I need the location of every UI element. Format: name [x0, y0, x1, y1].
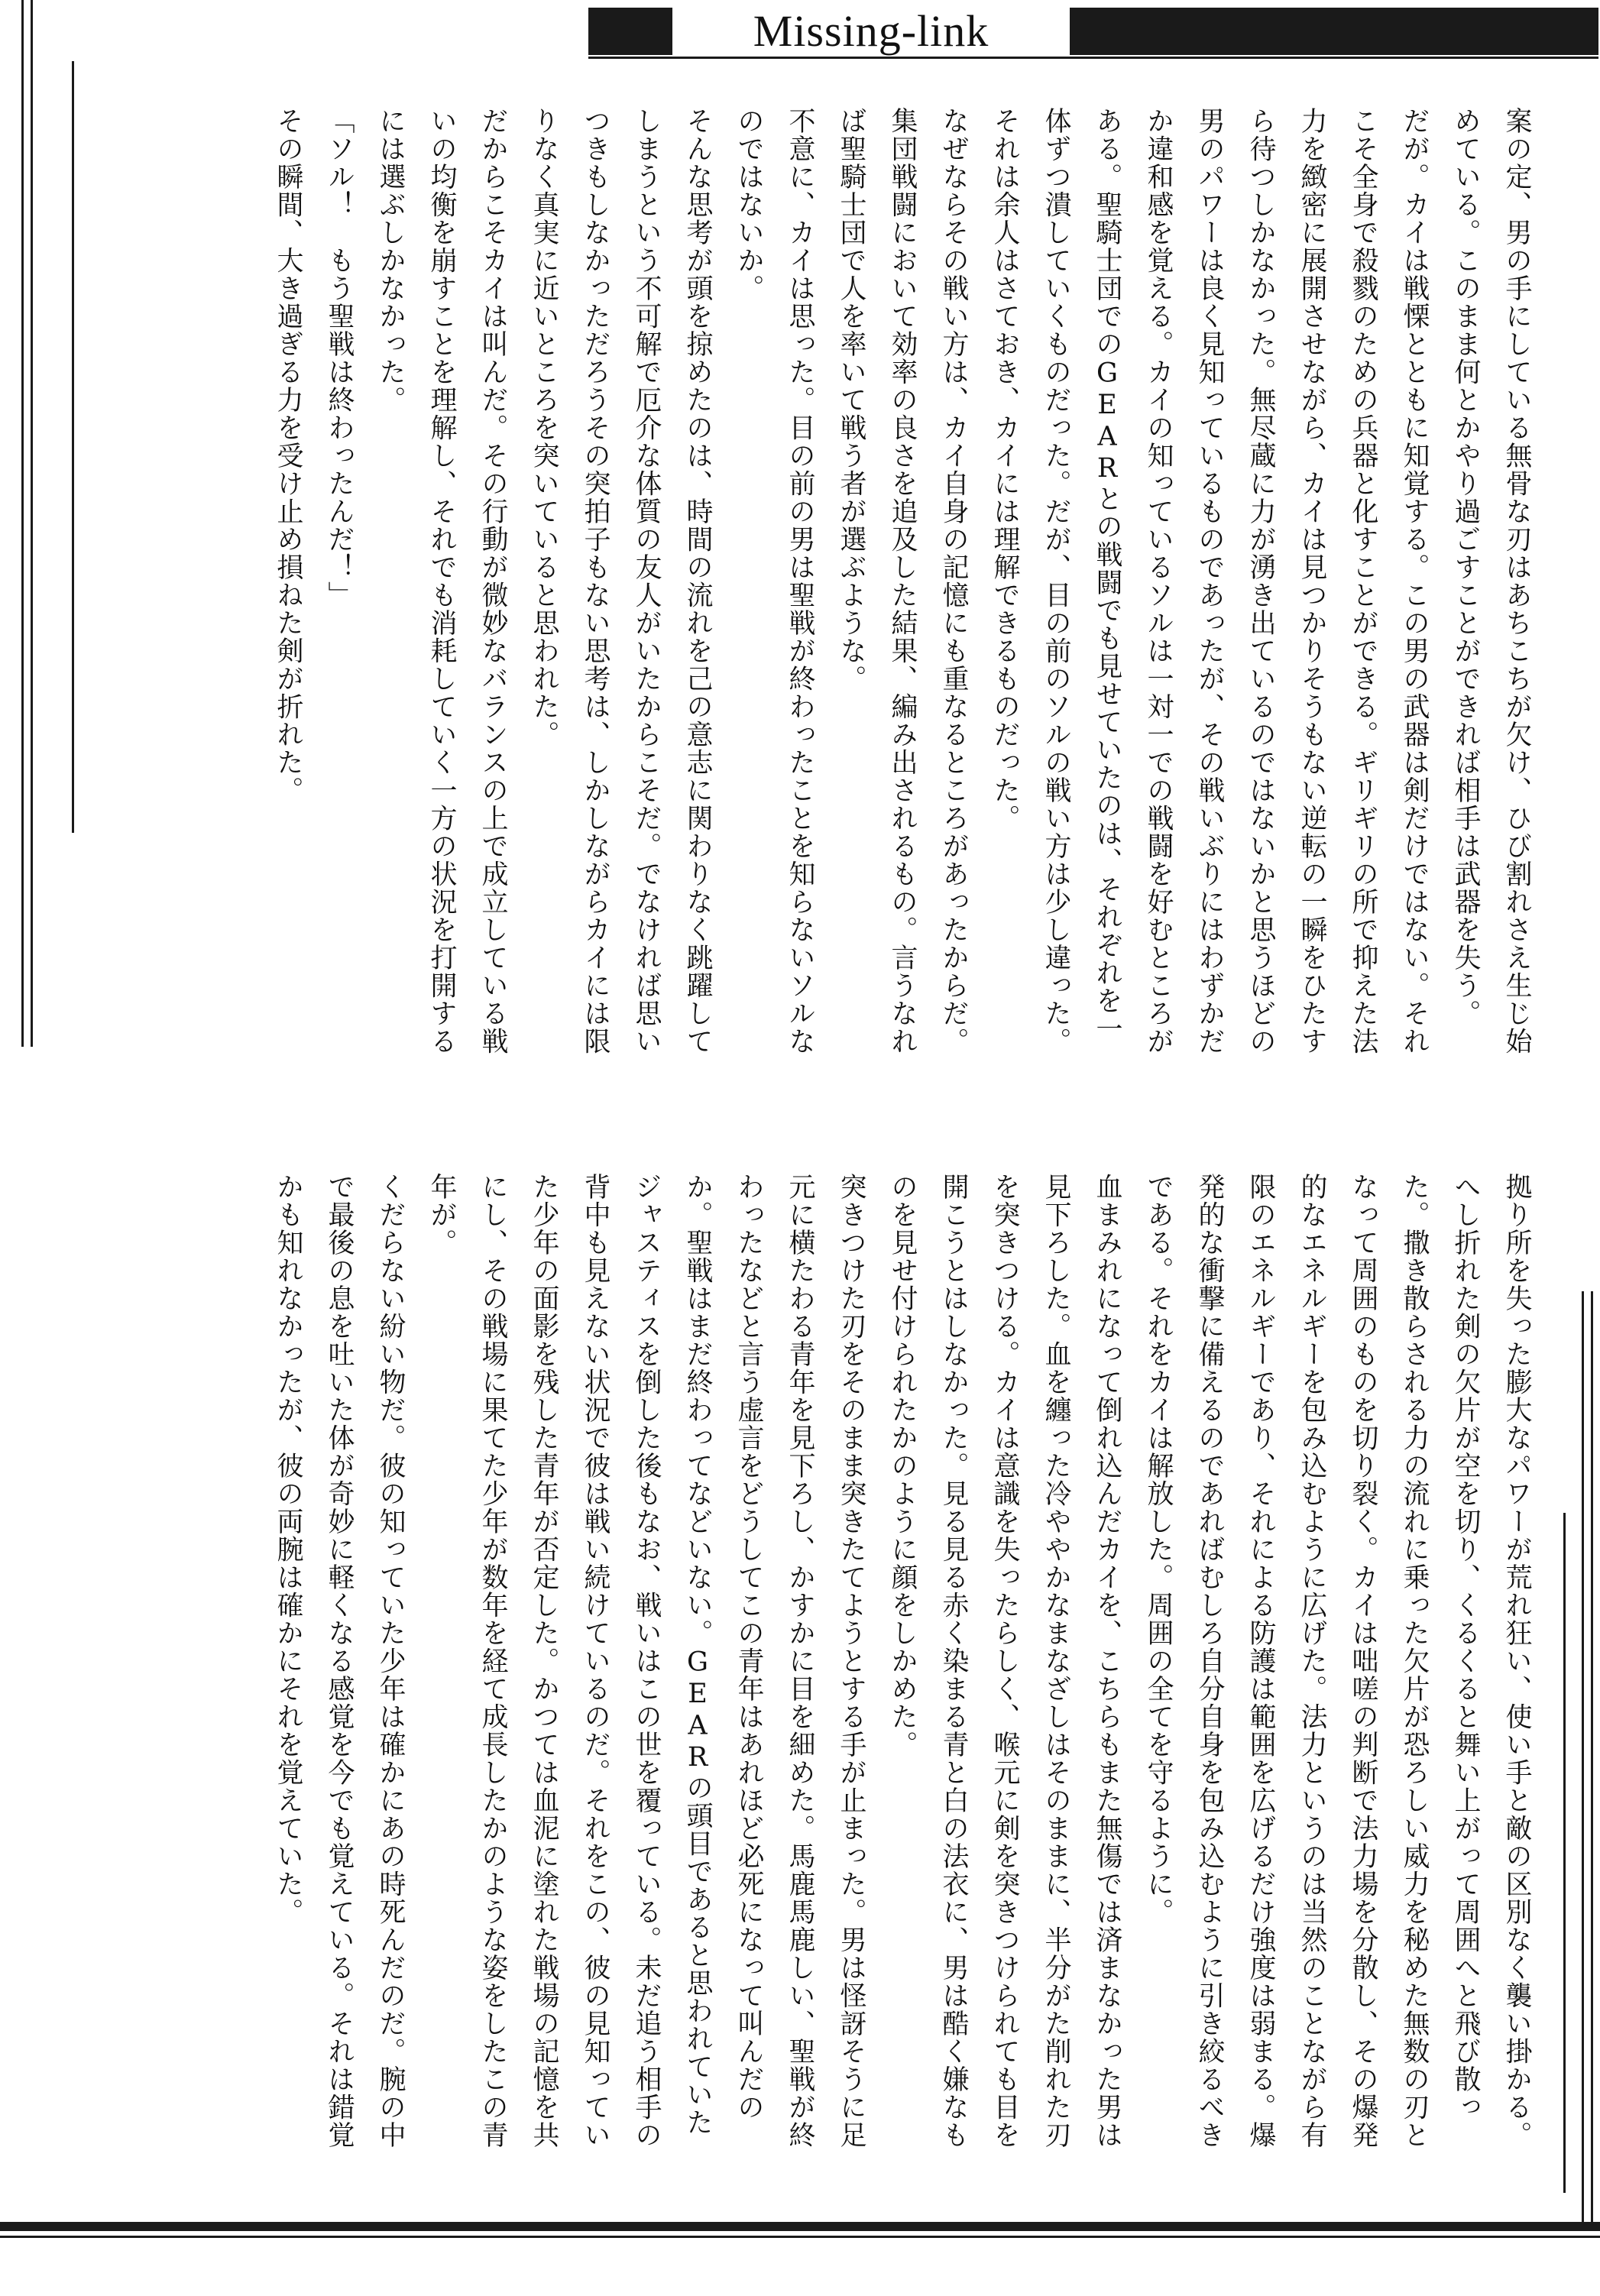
paragraph: 不意に、カイは思った。目の前の男は聖戦が終わったことを知らないソルなのではないか。 — [734, 107, 815, 1055]
right-frame-line-inner — [1591, 1291, 1593, 2223]
page-title: Missing-link — [672, 6, 1070, 57]
text-block-bottom — [113, 1173, 1542, 2158]
header-rule — [588, 57, 1598, 59]
paragraph: だが。カイは戦慄とともに知覚する。この男の武器は剣だけではない。それこそ全身で殺戮のための兵器と化すことができる。ギリギリの所で抑えた法力を緻密に展開させながら、カイは見つかりそうもない逆転の一瞬をひたすら待つしかなかった。無尽蔵に力が湧き出ているのではないかと思うほどの男のパワーは良く見知っているものであったが、その戦いぶりにはわずかだか違和感を覚える。カイの知っているソルは一対一での戦闘を好むところがある。聖騎士団でのGEARとの戦闘でも見せていたのは、それぞれを一体ずつ潰していくものだった。だが、目の前のソルの戦い方は少し違った。それは余人はさておき、カイには理解できるものだった。 — [989, 107, 1430, 1055]
right-frame-line-short — [1563, 1513, 1566, 2193]
left-frame-line-inner — [31, 0, 33, 1047]
footer-rule-thin — [0, 2236, 1600, 2238]
paragraph: 「ソル！ もう聖戦は終わったんだ！」 — [324, 107, 355, 609]
paragraph: なぜならその戦い方は、カイ自身の記憶にも重なるところがあったからだ。集団戦闘において効率の良さを追及した結果、編み出されるもの。言うなれば聖騎士団で人を率いて戦う者が選ぶような。 — [836, 107, 969, 1055]
left-frame-line-short — [72, 61, 74, 833]
left-frame-line-outer — [21, 0, 24, 1047]
paragraph: 血まみれになって倒れ込んだカイを、こちらもまた無傷では済まなかった男は見下ろした。血を纏った冷ややかなまなざしはそのままに、半分がた削れた刃を突きつける。カイは意識を失ったらしく、喉元に剣を突きつけられても目を開こうとはしなかった。見る見る赤く染まる青と白の法衣に、男は酷く嫌なものを見せ付けられたかのように顔をしかめた。 — [887, 1173, 1122, 2149]
paragraph: だからこそカイは叫んだ。その行動が微妙なバランスの上で成立している戦いの均衡を崩すことを理解し、それでも消耗していく一方の状況を打開するには選ぶしかなかった。 — [375, 107, 508, 1055]
footer-rule-thick — [0, 2222, 1600, 2231]
text-block-top — [113, 107, 1542, 1062]
paragraph: 案の定、男の手にしている無骨な刃はあちこちが欠け、ひび割れさえ生じ始めている。このまま何とかやり過ごすことができれば相手は武器を失う。 — [1450, 107, 1532, 1055]
paragraph: その瞬間、大き過ぎる力を受け止め損ねた剣が折れた。 — [273, 107, 303, 805]
paragraph: 突きつけた刃をそのまま突きたてようとする手が止まった。男は怪訝そうに足元に横たわる青年を見下ろし、かすかに目を細めた。馬鹿馬鹿しい、聖戦が終わったなどと言う虚言をどうしてこの青年はあれほど必死になって叫んだのか。聖戦はまだ終わってなどいない。GEARの頭目であると思われていたジャスティスを倒した後もなお、戦いはこの世を覆っている。未だ追う相手の背中も見えない状況で彼は戦い続けているのだ。それをこの、彼の見知っていた少年の面影を残した青年が否定した。かつては血泥に塗れた戦場の記憶を共にし、その戦場に果てた少年が数年を経て成長したかのような姿をしたこの青年が。 — [426, 1173, 866, 2149]
paragraph: くだらない紛い物だ。彼の知っていた少年は確かにあの時死んだのだ。腕の中で最後の息を吐いた体が奇妙に軽くなる感覚を今でも覚えている。それは錯覚かも知れなかったが、彼の両腕は確かにそれを覚えていた。 — [273, 1173, 406, 2149]
right-frame-line-outer — [1582, 1291, 1584, 2223]
paragraph: 拠り所を失った膨大なパワーが荒れ狂い、使い手と敵の区別なく襲い掛かる。へし折れた剣の欠片が空を切り、くるくると舞い上がって周囲へと飛び散った。撒き散らされる力の流れに乗った欠片が恐ろしい威力を秘めた無数の刃となって周囲のものを切り裂く。カイは咄嗟の判断で法力場を分散し、その爆発的なエネルギーを包み込むように広げた。法力というのは当然のことながら有限のエネルギーであり、それによる防護は範囲を広げるだけ強度は弱まる。爆発的な衝撃に備えるのであればむしろ自分自身を包み込むように引き絞るべきである。それをカイは解放した。周囲の全てを守るように。 — [1143, 1173, 1532, 2149]
paragraph: そんな思考が頭を掠めたのは、時間の流れを己の意志に関わりなく跳躍してしまうという不可解で厄介な体質の友人がいたからこそだ。でなければ思いつきもしなかっただろうその突拍子もない思考は、しかしながらカイには限りなく真実に近いところを突いていると思われた。 — [529, 107, 713, 1055]
